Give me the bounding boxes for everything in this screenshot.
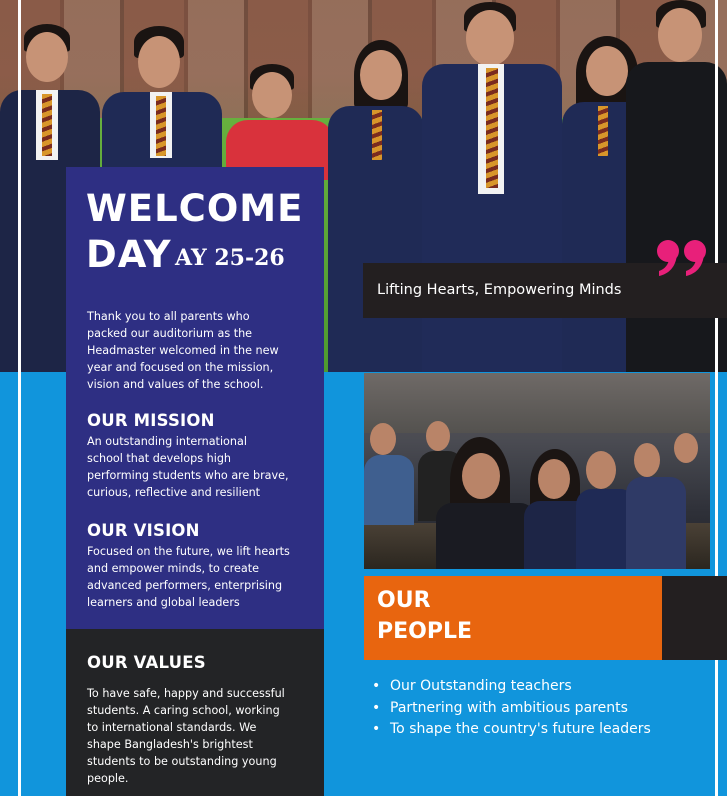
values-line: students to be outstanding young (87, 755, 277, 768)
welcome-panel (66, 167, 324, 629)
day-title: DAY (86, 233, 172, 276)
audience-member (674, 433, 698, 463)
our-people-title-line: OUR (377, 588, 431, 613)
intro-line: packed our auditorium as the (87, 327, 253, 340)
audience-member (364, 455, 414, 525)
audience-member (538, 459, 570, 499)
vision-line: advanced performers, enterprising (87, 579, 283, 592)
dark-accent-block (662, 576, 727, 660)
auditorium-audience-photo (364, 373, 710, 569)
academic-year: AY 25-26 (175, 245, 285, 271)
audience-member (462, 453, 500, 499)
mission-line: curious, reflective and resilient (87, 486, 261, 499)
values-line: shape Bangladesh's brightest (87, 738, 253, 751)
intro-line: Headmaster welcomed in the new (87, 344, 279, 357)
mission-heading: OUR MISSION (87, 411, 215, 430)
list-item: • Partnering with ambitious parents (372, 698, 651, 720)
audience-member (426, 421, 450, 451)
our-people-title-line: PEOPLE (377, 619, 473, 644)
decorative-stripe (18, 0, 21, 796)
values-heading: OUR VALUES (87, 653, 206, 672)
intro-line: Thank you to all parents who (87, 310, 250, 323)
values-line: people. (87, 772, 129, 785)
vision-heading: OUR VISION (87, 521, 200, 540)
values-line: to international standards. We (87, 721, 257, 734)
audience-member (370, 423, 396, 455)
welcome-title: WELCOME (86, 187, 304, 230)
audience-member (626, 477, 686, 569)
mission-line: An outstanding international (87, 435, 247, 448)
intro-line: vision and values of the school. (87, 378, 264, 391)
vision-line: learners and global leaders (87, 596, 240, 609)
audience-member (436, 503, 536, 569)
tagline-text: Lifting Hearts, Empowering Minds (377, 282, 622, 298)
vision-line: and empower minds, to create (87, 562, 259, 575)
audience-member (586, 451, 616, 489)
mission-line: school that develops high (87, 452, 232, 465)
mission-line: performing students who are brave, (87, 469, 289, 482)
decorative-stripe (715, 0, 718, 796)
list-item: • To shape the country's future leaders (372, 719, 651, 741)
values-panel (66, 629, 324, 796)
list-item: • Our Outstanding teachers (372, 676, 651, 698)
audience-member (634, 443, 660, 477)
quote-mark-icon (655, 238, 711, 278)
our-people-banner (364, 576, 662, 660)
intro-line: year and focused on the mission, (87, 361, 274, 374)
values-line: To have safe, happy and successful (87, 687, 285, 700)
vision-line: Focused on the future, we lift hearts (87, 545, 290, 558)
values-line: students. A caring school, working (87, 704, 280, 717)
our-people-list (372, 676, 651, 741)
our-people-title (377, 585, 472, 647)
